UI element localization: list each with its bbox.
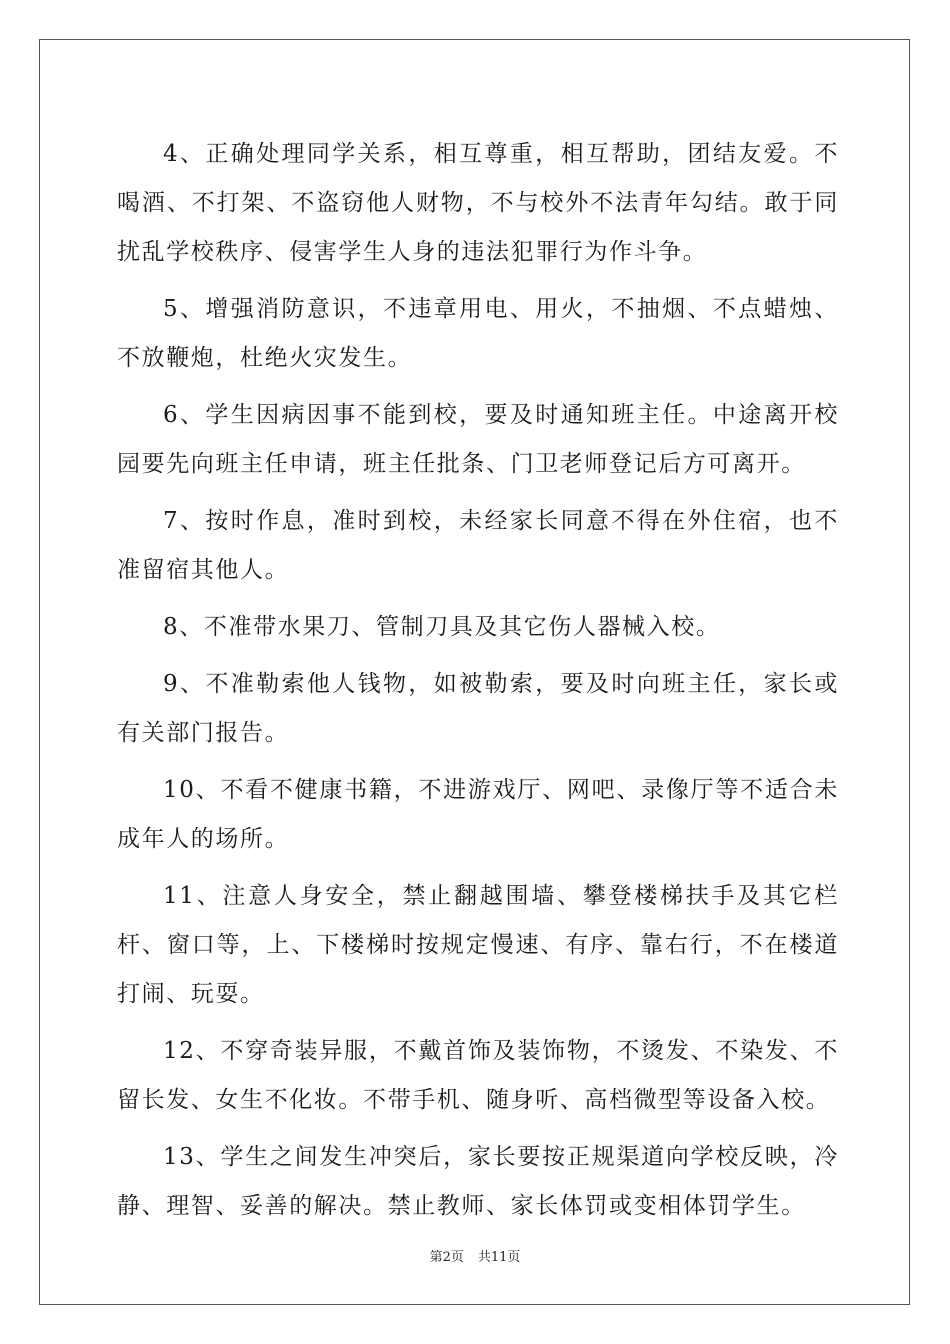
- paragraph-rule-13: 13、学生之间发生冲突后，家长要按正规渠道向学校反映，冷静、理智、妥善的解决。禁止教师、家长体罚或变相体罚学生。: [117, 1144, 839, 1219]
- paragraph-rule-5: 5、增强消防意识，不违章用电、用火，不抽烟、不点蜡烛、不放鞭炮，杜绝火灾发生。: [117, 296, 839, 371]
- paragraph-rule-9: 9、不准勒索他人钱物，如被勒索，要及时向班主任，家长或有关部门报告。: [117, 671, 839, 746]
- page-footer: [0, 1246, 950, 1265]
- paragraph-rule-11: 11、注意人身安全，禁止翻越围墙、攀登楼梯扶手及其它栏杆、窗口等，上、下楼梯时按规定慢速、有序、靠右行，不在楼道打闹、玩耍。: [117, 883, 839, 1007]
- page-number: 第2页: [429, 1250, 464, 1265]
- paragraph-rule-7: 7、按时作息，准时到校，未经家长同意不得在外住宿，也不准留宿其他人。: [117, 508, 839, 583]
- paragraph-rule-6: 6、学生因病因事不能到校，要及时通知班主任。中途离开校园要先向班主任申请，班主任批条、门卫老师登记后方可离开。: [117, 402, 839, 477]
- document-body: [117, 130, 839, 1239]
- paragraph-rule-12: 12、不穿奇装异服，不戴首饰及装饰物，不烫发、不染发、不留长发、女生不化妆。不带手机、随身听、高档微型等设备入校。: [117, 1038, 839, 1113]
- paragraph-rule-8: 8、不准带水果刀、管制刀具及其它伤人器械入校。: [163, 614, 721, 640]
- paragraph-rule-10: 10、不看不健康书籍，不进游戏厅、网吧、录像厅等不适合未成年人的场所。: [117, 777, 839, 852]
- paragraph-rule-4: 4、正确处理同学关系，相互尊重，相互帮助，团结友爱。不喝酒、不打架、不盗窃他人财物，不与校外不法青年勾结。敢于同扰乱学校秩序、侵害学生人身的违法犯罪行为作斗争。: [117, 141, 839, 265]
- total-pages: 共11页: [477, 1250, 521, 1265]
